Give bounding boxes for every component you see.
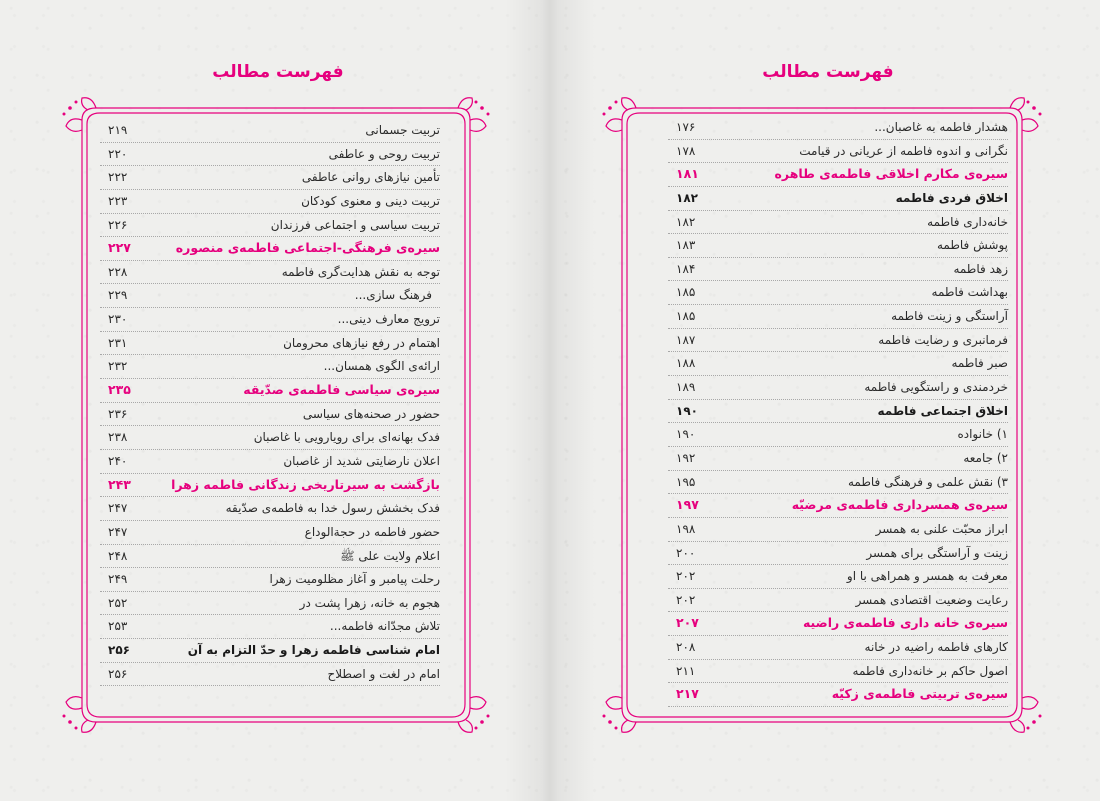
- toc-entry: [668, 258, 1008, 282]
- toc-entry-title: سیره‌ی تربیتی فاطمه‌ی زکیّه: [831, 686, 1008, 702]
- toc-entry: [668, 305, 1008, 329]
- toc-entry-title: بازگشت به سیرتاریخی زندگانی فاطمه زهرا: [171, 476, 440, 492]
- toc-entry: [668, 660, 1008, 684]
- toc-entry-title: بهداشت فاطمه: [931, 285, 1008, 300]
- toc-entry-title: ترویج معارف دینی...: [337, 312, 440, 327]
- toc-entry-title: کارهای فاطمه راضیه در خانه: [864, 640, 1008, 655]
- toc-entry-title: امام شناسی فاطمه زهرا و حدّ التزام به آن: [187, 643, 440, 658]
- toc-entry-page-number: ۲۰۰: [676, 545, 696, 560]
- toc-entry-title: حضور در صحنه‌های سیاسی: [302, 406, 440, 421]
- toc-entry-page-number: ۱۹۰: [676, 427, 696, 442]
- toc-entry-title: پوشش فاطمه: [936, 238, 1008, 253]
- left-page-title: فهرست مطالب: [212, 62, 344, 82]
- toc-entry-title: ابراز محبّت علنی به همسر: [875, 521, 1008, 536]
- toc-entry-page-number: ۲۳۸: [108, 430, 128, 445]
- toc-entry-title: ارائه‌ی الگوی همسان...: [323, 359, 440, 374]
- toc-entry-page-number: ۲۰۲: [676, 592, 696, 607]
- toc-entry-title: تربیت روحی و عاطفی: [328, 146, 440, 161]
- toc-entry-page-number: ۱۸۲: [676, 214, 696, 229]
- toc-entry-title: فدک بهانه‌ای برای رویارویی با غاصبان: [253, 430, 440, 445]
- toc-entry-title: زهد فاطمه: [953, 261, 1008, 276]
- toc-entry: [668, 471, 1008, 495]
- toc-entry: [668, 234, 1008, 258]
- toc-entry-page-number: ۱۸۵: [676, 285, 696, 300]
- toc-entry-page-number: ۲۳۵: [108, 382, 131, 398]
- toc-entry-page-number: ۲۲۷: [108, 240, 131, 256]
- toc-entry-title: حضور فاطمه در حجة‌الوداع: [304, 524, 440, 539]
- toc-entry-title: فدک بخشش رسول خدا به فاطمه‌ی صدّیقه: [225, 501, 440, 516]
- toc-entry-page-number: ۲۰۸: [676, 640, 696, 655]
- toc-entry-title: صبر فاطمه: [951, 356, 1008, 371]
- toc-entry-page-number: ۲۴۰: [108, 453, 128, 468]
- toc-entry-page-number: ۱۸۴: [676, 261, 696, 276]
- toc-entry-page-number: ۱۹۸: [676, 521, 696, 536]
- toc-entry-page-number: ۲۲۳: [108, 193, 128, 208]
- toc-entry-page-number: ۲۴۸: [108, 548, 128, 563]
- toc-entry-title: فرهنگ سازی...: [354, 288, 432, 303]
- right-page: [550, 0, 1100, 801]
- toc-entry: [100, 426, 440, 450]
- toc-entry-page-number: ۲۳۰: [108, 312, 128, 327]
- toc-entry-title: تأمین نیازهای روانی عاطفی: [301, 170, 440, 185]
- toc-entry-page-number: ۲۱۹: [108, 123, 128, 137]
- left-toc-list: [100, 119, 440, 686]
- toc-entry: [100, 639, 440, 663]
- toc-entry-page-number: ۲۲۸: [108, 264, 128, 279]
- toc-entry-page-number: ۲۳۲: [108, 359, 128, 374]
- toc-entry: [100, 284, 440, 308]
- toc-entry-page-number: ۱۸۵: [676, 309, 696, 324]
- toc-entry-title: امام در لغت و اصطلاح: [327, 666, 440, 681]
- toc-entry-page-number: ۲۰۲: [676, 569, 696, 584]
- toc-entry-page-number: ۲۲۶: [108, 217, 128, 232]
- toc-chapter-entry: [668, 683, 1008, 707]
- toc-entry-title: تربیت سیاسی و اجتماعی فرزندان: [270, 217, 440, 232]
- toc-entry: [100, 308, 440, 332]
- toc-entry-page-number: ۲۲۹: [108, 288, 128, 303]
- toc-entry-title: ۱) خانواده: [957, 427, 1008, 442]
- toc-entry-title: نگرانی و اندوه فاطمه از عریانی در قیامت: [799, 143, 1008, 158]
- toc-entry-title: اعلان نارضایتی شدید از غاصبان: [283, 453, 440, 468]
- toc-entry-page-number: ۱۷۶: [676, 120, 696, 134]
- toc-entry-page-number: ۱۷۸: [676, 143, 696, 158]
- toc-entry: [100, 568, 440, 592]
- toc-entry: [100, 261, 440, 285]
- toc-entry-page-number: ۱۹۵: [676, 474, 696, 489]
- toc-entry: [100, 190, 440, 214]
- toc-chapter-entry: [100, 237, 440, 261]
- toc-entry: [100, 592, 440, 616]
- toc-chapter-entry: [100, 474, 440, 498]
- toc-entry-title: معرفت به همسر و همراهی با او: [846, 569, 1008, 584]
- toc-entry-page-number: ۱۸۸: [676, 356, 696, 371]
- toc-chapter-entry: [100, 379, 440, 403]
- toc-entry-title: هشدار فاطمه به غاصبان...: [874, 120, 1008, 134]
- toc-entry-title: تلاش مجدّانه فاطمه...: [329, 619, 440, 634]
- toc-entry: [668, 589, 1008, 613]
- toc-entry-page-number: ۱۹۰: [676, 403, 698, 418]
- toc-entry: [668, 140, 1008, 164]
- toc-entry-title: رعایت وضعیت اقتصادی همسر: [855, 592, 1008, 607]
- toc-entry: [668, 211, 1008, 235]
- toc-entry: [668, 116, 1008, 140]
- toc-entry: [100, 166, 440, 190]
- toc-entry: [668, 518, 1008, 542]
- toc-entry: [100, 663, 440, 687]
- toc-entry: [668, 636, 1008, 660]
- toc-entry-title: رحلت پیامبر و آغاز مظلومیت زهرا: [269, 572, 440, 587]
- toc-entry-page-number: ۱۸۷: [676, 332, 696, 347]
- toc-entry-title: اهتمام در رفع نیازهای محرومان: [283, 335, 440, 350]
- toc-entry-page-number: ۲۵۳: [108, 619, 128, 634]
- toc-entry-page-number: ۲۵۶: [108, 666, 128, 681]
- toc-entry-title: اخلاق فردی فاطمه: [895, 190, 1008, 205]
- toc-entry-page-number: ۲۱۱: [676, 663, 696, 678]
- toc-entry: [100, 545, 440, 569]
- toc-entry: [668, 565, 1008, 589]
- toc-entry: [100, 497, 440, 521]
- toc-entry-page-number: ۱۸۲: [676, 190, 698, 205]
- toc-entry-title: سیره‌ی همسرداری فاطمه‌ی مرضیّه: [791, 497, 1008, 513]
- toc-entry-page-number: ۲۴۷: [108, 501, 128, 516]
- toc-entry-page-number: ۲۳۱: [108, 335, 128, 350]
- toc-entry: [100, 450, 440, 474]
- toc-entry: [668, 542, 1008, 566]
- toc-entry-title: سیره‌ی خانه داری فاطمه‌ی راضیه: [802, 615, 1008, 631]
- toc-entry: [668, 352, 1008, 376]
- toc-chapter-entry: [668, 612, 1008, 636]
- toc-entry: [668, 329, 1008, 353]
- toc-entry-title: سیره‌ی فرهنگی-اجتماعی فاطمه‌ی منصوره: [175, 240, 440, 256]
- toc-entry-title: توجه به نقش هدایت‌گری فاطمه: [281, 264, 440, 279]
- toc-entry-page-number: ۱۸۹: [676, 380, 696, 395]
- toc-entry-title: آراستگی و زینت فاطمه: [891, 309, 1008, 324]
- right-page-title: فهرست مطالب: [762, 62, 894, 82]
- toc-entry-page-number: ۲۰۷: [676, 615, 699, 631]
- toc-entry-title: خانه‌داری فاطمه: [927, 214, 1008, 229]
- right-toc-list: [668, 116, 1008, 707]
- toc-entry: [668, 281, 1008, 305]
- toc-entry-title: سیره‌ی سیاسی فاطمه‌ی صدّیقه: [243, 382, 440, 398]
- toc-entry-title: تربیت دینی و معنوی کودکان: [301, 193, 440, 208]
- toc-entry-page-number: ۲۲۲: [108, 170, 128, 185]
- toc-entry-page-number: ۲۲۰: [108, 146, 128, 161]
- toc-entry: [668, 376, 1008, 400]
- toc-entry: [100, 119, 440, 143]
- toc-entry-title: هجوم به خانه، زهرا پشت در: [299, 595, 440, 610]
- toc-entry-title: ۲) جامعه: [963, 450, 1008, 465]
- toc-entry: [100, 615, 440, 639]
- toc-entry-page-number: ۲۴۷: [108, 524, 128, 539]
- toc-entry-page-number: ۲۵۶: [108, 643, 130, 658]
- toc-entry: [100, 521, 440, 545]
- toc-entry: [668, 400, 1008, 424]
- toc-entry-title: اعلام ولایت علی ﷺ: [340, 548, 440, 563]
- toc-chapter-entry: [668, 494, 1008, 518]
- toc-entry: [100, 355, 440, 379]
- toc-entry-title: اخلاق اجتماعی فاطمه: [877, 403, 1008, 418]
- toc-entry-page-number: ۱۸۳: [676, 238, 696, 253]
- toc-entry-page-number: ۲۴۳: [108, 476, 131, 492]
- toc-entry: [100, 143, 440, 167]
- toc-entry: [100, 403, 440, 427]
- toc-entry-title: سیره‌ی مکارم اخلاقی فاطمه‌ی طاهره: [774, 166, 1008, 182]
- toc-entry: [100, 332, 440, 356]
- toc-chapter-entry: [668, 163, 1008, 187]
- toc-entry-title: تربیت جسمانی: [365, 123, 440, 137]
- toc-entry-page-number: ۲۴۹: [108, 572, 128, 587]
- toc-entry: [100, 214, 440, 238]
- toc-entry-title: اصول حاکم بر خانه‌داری فاطمه: [852, 663, 1008, 678]
- toc-entry-page-number: ۱۹۲: [676, 450, 696, 465]
- toc-entry: [668, 187, 1008, 211]
- toc-entry: [668, 423, 1008, 447]
- toc-entry-page-number: ۲۱۷: [676, 686, 699, 702]
- toc-entry: [668, 447, 1008, 471]
- toc-entry-page-number: ۱۹۷: [676, 497, 699, 513]
- toc-entry-page-number: ۲۳۶: [108, 406, 128, 421]
- toc-entry-page-number: ۲۵۲: [108, 595, 128, 610]
- toc-entry-title: زینت و آراستگی برای همسر: [866, 545, 1008, 560]
- toc-entry-title: ۳) نقش علمی و فرهنگی فاطمه: [847, 474, 1008, 489]
- toc-entry-page-number: ۱۸۱: [676, 166, 699, 182]
- toc-entry-title: خردمندی و راستگویی فاطمه: [864, 380, 1008, 395]
- toc-entry-title: فرمانبری و رضایت فاطمه: [878, 332, 1008, 347]
